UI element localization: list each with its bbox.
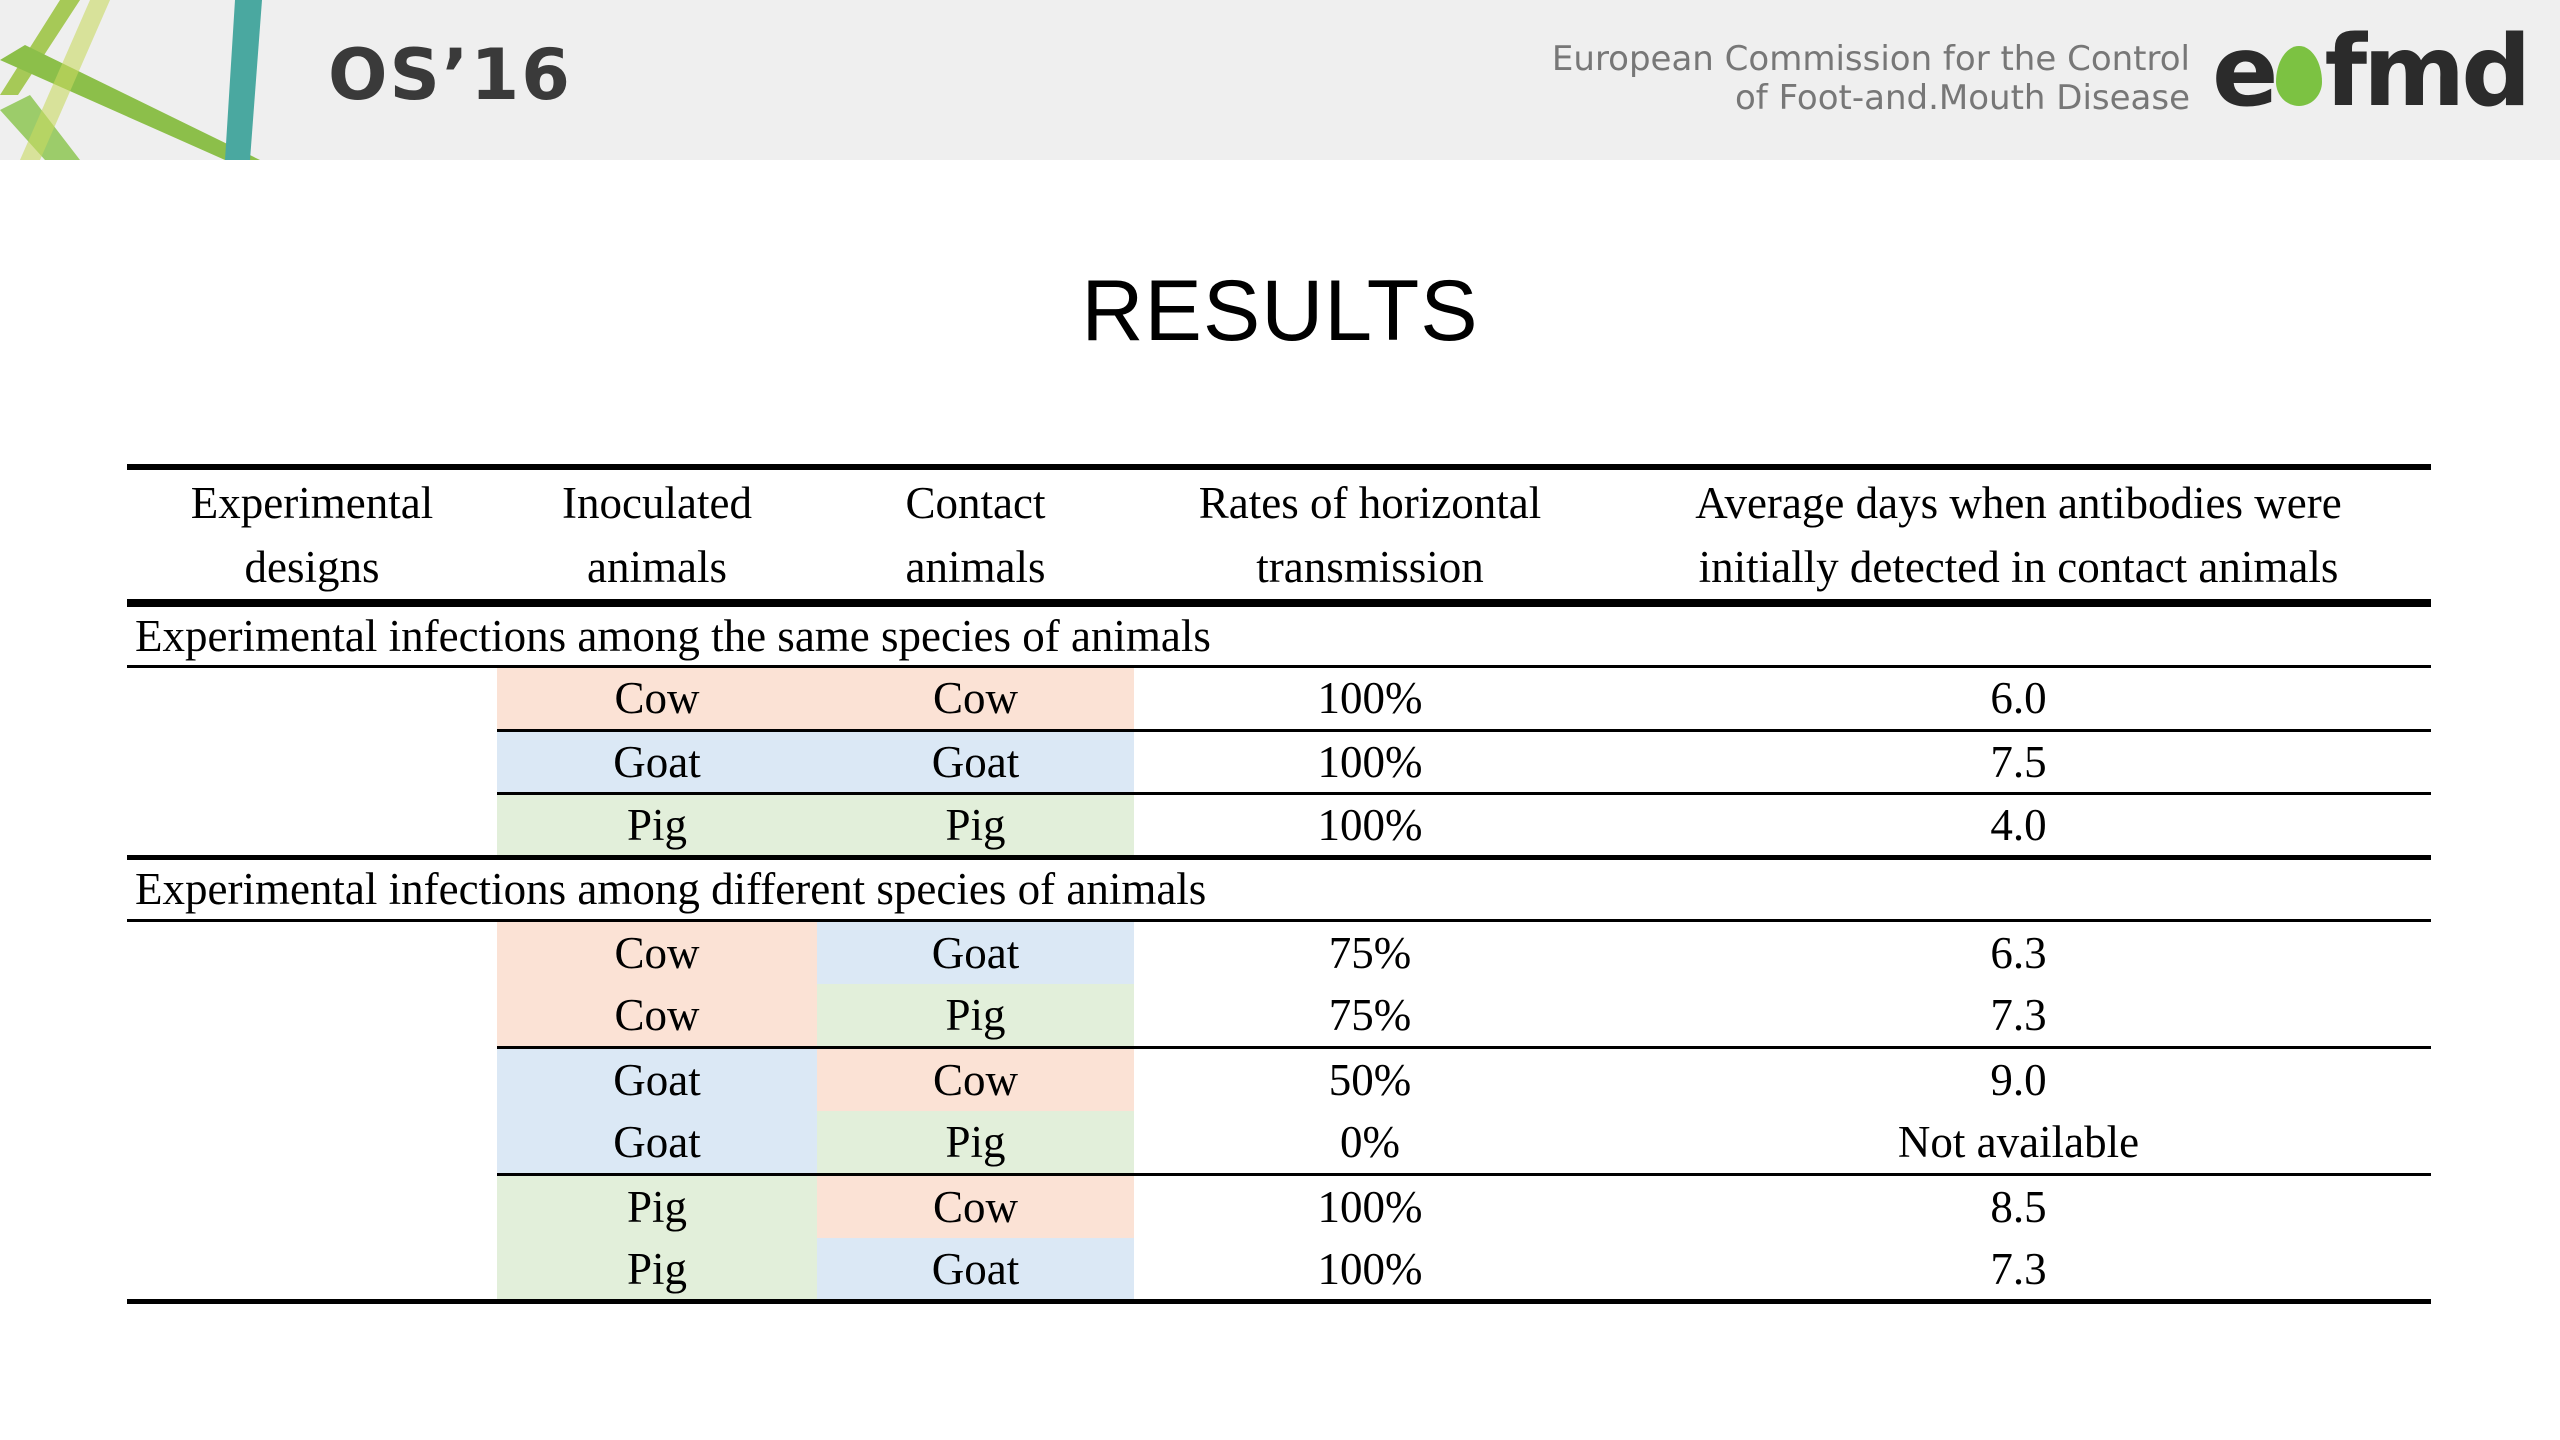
contact-cell: Goat (817, 730, 1134, 794)
organization-name (1552, 40, 2190, 118)
days-cell: Not available (1606, 1111, 2431, 1175)
design-cell (127, 984, 497, 1048)
logo-text-e: e (2212, 15, 2275, 129)
rate-cell: 100% (1134, 794, 1606, 858)
days-cell: 7.3 (1606, 984, 2431, 1048)
eufmd-logo (2212, 15, 2528, 129)
column-header-line: transmission (1256, 541, 1484, 592)
contact-cell: Cow (817, 667, 1134, 731)
inoculated-cell: Cow (497, 667, 817, 731)
days-cell: 6.3 (1990, 928, 2047, 978)
table-row (127, 984, 2431, 1048)
inoculated-cell: Cow (497, 984, 817, 1048)
results-table (127, 464, 2431, 1304)
design-cell (127, 921, 497, 985)
contact-cell: Cow (817, 1175, 1134, 1239)
table-row (127, 1238, 2431, 1302)
design-cell (127, 794, 497, 858)
column-header-line: Rates of horizontal (1198, 477, 1542, 528)
rate-cell: 75% (1328, 928, 1412, 978)
contact-cell: Cow (817, 1048, 1134, 1112)
contact-cell: Goat (817, 1238, 1134, 1302)
contact-cell: Pig (817, 794, 1134, 858)
organization-name-line1: European Commission for the Control (1551, 39, 2190, 79)
table-row (127, 921, 2431, 985)
table-header-row (127, 467, 2431, 603)
table-row (127, 794, 2431, 858)
column-header-line: Contact (905, 477, 1046, 528)
design-cell (127, 1111, 497, 1175)
inoculated-cell: Goat (497, 1111, 817, 1175)
inoculated-cell: Cow (497, 921, 817, 985)
inoculated-cell: Goat (497, 1048, 817, 1112)
contact-cell: Pig (817, 984, 1134, 1048)
column-header-line: initially detected in contact animals (1698, 541, 2339, 592)
rate-cell: 100% (1317, 1182, 1423, 1232)
contact-cell: Pig (817, 1111, 1134, 1175)
days-cell: 6.0 (1606, 667, 2431, 731)
rate-cell: 75% (1134, 984, 1606, 1048)
column-header-transmission-rate (1134, 467, 1606, 603)
design-cell (127, 1175, 497, 1239)
days-cell: 4.0 (1606, 794, 2431, 858)
column-header-inoculated-animals (497, 467, 817, 603)
organization-name-line2: of Foot-and.Mouth Disease (1735, 78, 2190, 118)
column-header-line: Average days when antibodies were (1695, 477, 2342, 528)
table-row (127, 667, 2431, 731)
contact-cell: Goat (817, 921, 1134, 985)
slide-title: RESULTS (1081, 263, 1479, 359)
rate-cell: 100% (1134, 730, 1606, 794)
table-row (127, 1175, 2431, 1239)
header-band (0, 0, 2560, 160)
leaf-icon (2276, 46, 2322, 106)
design-cell (127, 1238, 497, 1302)
os16-graphic-logo (0, 0, 290, 160)
design-cell (127, 730, 497, 794)
inoculated-cell: Pig (497, 794, 817, 858)
column-header-line: Experimental (190, 477, 434, 528)
section-label: Experimental infections among the same species of animals (127, 603, 2431, 667)
table-row (127, 1111, 2431, 1175)
table-row (127, 730, 2431, 794)
days-cell: 7.5 (1606, 730, 2431, 794)
section-row-different-species (127, 857, 2431, 921)
logo-text-fmd: fmd (2324, 15, 2528, 129)
column-header-line: animals (587, 541, 727, 592)
days-cell: 8.5 (1990, 1182, 2047, 1232)
column-header-experimental-designs (127, 467, 497, 603)
inoculated-cell: Pig (497, 1175, 817, 1239)
rate-cell: 100% (1134, 1238, 1606, 1302)
design-cell (127, 667, 497, 731)
section-row-same-species (127, 603, 2431, 667)
days-cell: 7.3 (1606, 1238, 2431, 1302)
column-header-line: designs (244, 541, 380, 592)
rate-cell: 100% (1134, 667, 1606, 731)
column-header-line: Inoculated (562, 477, 752, 528)
rate-cell: 0% (1134, 1111, 1606, 1175)
column-header-line: animals (905, 541, 1046, 592)
column-header-contact-animals (817, 467, 1134, 603)
event-title: OS’16 (328, 34, 572, 116)
inoculated-cell: Pig (497, 1238, 817, 1302)
section-label: Experimental infections among different species of animals (127, 857, 2431, 921)
days-cell: 9.0 (1990, 1055, 2047, 1105)
table-row (127, 1048, 2431, 1112)
inoculated-cell: Goat (497, 730, 817, 794)
column-header-antibody-days (1606, 467, 2431, 603)
rate-cell: 50% (1328, 1055, 1412, 1105)
design-cell (127, 1048, 497, 1112)
